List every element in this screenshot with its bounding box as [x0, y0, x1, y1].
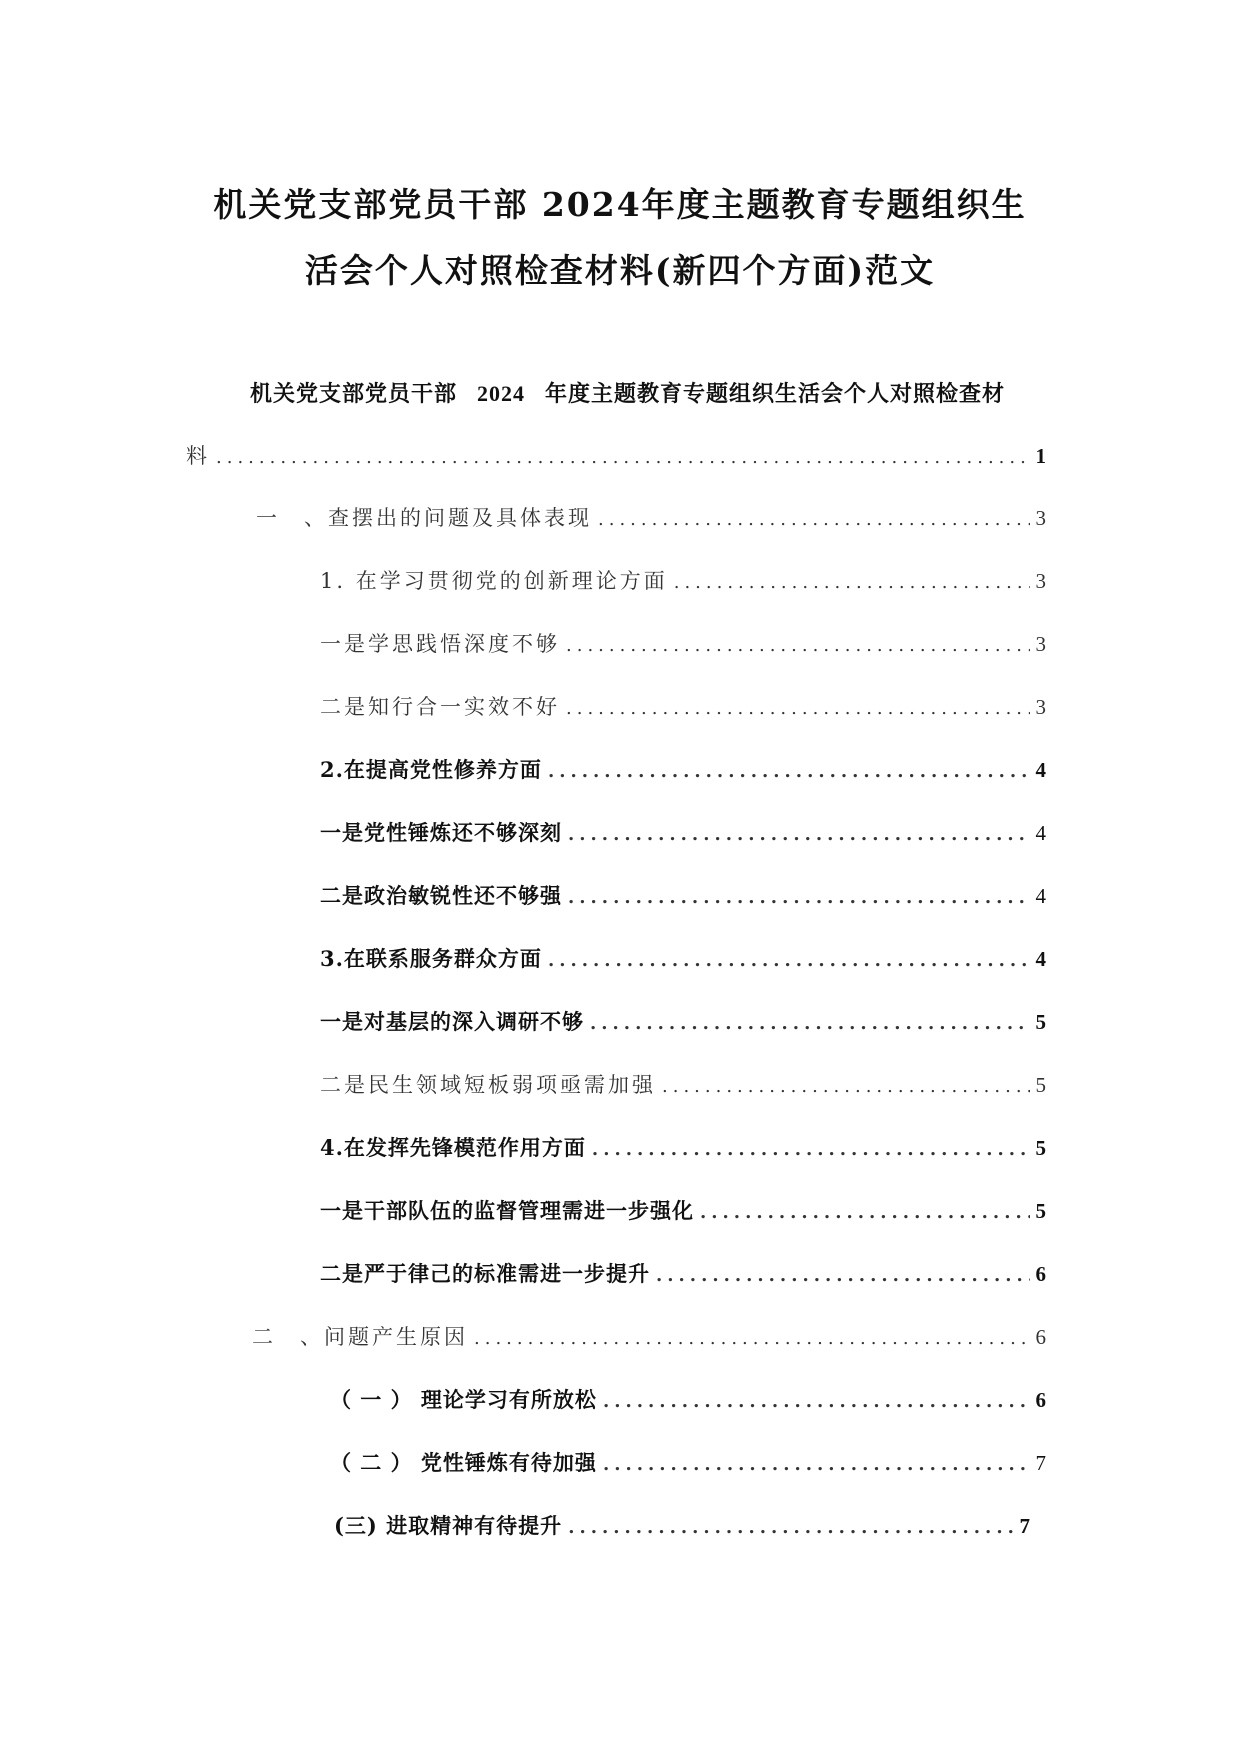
toc-leader-dots — [656, 1265, 1030, 1286]
toc-entry-6[interactable] — [320, 817, 1046, 849]
toc-leader-dots — [598, 509, 1030, 530]
title-line-2: 活会个人对照检查材料(新四个方面)范文 — [304, 251, 936, 290]
document-title — [100, 172, 1140, 304]
toc-page-number: 3 — [1035, 695, 1046, 719]
toc-page-number: 6 — [1035, 1262, 1046, 1286]
toc-page-number: 4 — [1035, 947, 1046, 971]
toc-entry-text: 一是学思践悟深度不够 — [320, 632, 560, 656]
toc-leader-dots — [568, 1517, 1013, 1538]
toc-entry-text: 二是知行合一实效不好 — [320, 695, 560, 719]
toc-page-number: 7 — [1035, 1451, 1046, 1475]
toc-leader-dots — [568, 887, 1030, 908]
toc-page-number: 3 — [1035, 506, 1046, 530]
toc-entry-text: （ 一 ） 理论学习有所放松 — [330, 1387, 597, 1412]
toc-heading-year: 2024 — [477, 381, 526, 406]
toc-page-number: 5 — [1035, 1136, 1046, 1160]
toc-entry-16[interactable] — [330, 1447, 1046, 1479]
toc-entry-5[interactable] — [320, 754, 1046, 786]
toc-entry-text: 二 、问题产生原因 — [252, 1325, 468, 1349]
toc-entry-text: 4.在发挥先锋模范作用方面 — [320, 1135, 586, 1160]
toc-leader-dots — [548, 761, 1030, 782]
toc-leader-dots — [603, 1391, 1030, 1412]
toc-leader-dots — [674, 572, 1030, 593]
toc-leader-dots — [216, 447, 1030, 468]
toc-page-number: 7 — [1019, 1514, 1030, 1538]
toc-entry-text: 3.在联系服务群众方面 — [320, 946, 542, 971]
toc-heading-cont-text: 料 — [186, 444, 210, 468]
toc-leader-dots — [662, 1076, 1030, 1097]
toc-page-number: 5 — [1035, 1199, 1046, 1223]
toc-entry-14[interactable] — [252, 1321, 1046, 1353]
toc-entry-text: 一是党性锤炼还不够深刻 — [320, 820, 562, 845]
title-line-1: 机关党支部党员干部 2024年度主题教育专题组织生 — [213, 185, 1027, 224]
toc-entry-text: 一 、查摆出的问题及具体表现 — [256, 506, 592, 530]
toc-entry-text: (三) 进取精神有待提升 — [334, 1513, 563, 1538]
toc-leader-dots — [592, 1139, 1030, 1160]
toc-heading-post: 年度主题教育专题组织生活会个人对照检查材 — [545, 381, 1006, 407]
toc-page-number: 3 — [1035, 632, 1046, 656]
toc-entry-4[interactable] — [320, 691, 1046, 723]
toc-page-number: 3 — [1035, 569, 1046, 593]
toc-entry-text: 1. 在学习贯彻党的创新理论方面 — [320, 569, 668, 593]
toc-entry-7[interactable] — [320, 880, 1046, 912]
toc-entry-1[interactable] — [256, 502, 1046, 534]
toc-entry-12[interactable] — [320, 1195, 1046, 1227]
toc-entry-text: 一是干部队伍的监督管理需进一步强化 — [320, 1198, 694, 1223]
toc-entry-8[interactable] — [320, 943, 1046, 975]
toc-leader-dots — [566, 698, 1030, 719]
toc-page-number: 6 — [1035, 1388, 1046, 1412]
toc-entry-text: 二是政治敏锐性还不够强 — [320, 883, 562, 908]
toc-page-number: 6 — [1035, 1325, 1046, 1349]
toc-entry-10[interactable] — [320, 1069, 1046, 1101]
toc-entry-15[interactable] — [330, 1384, 1046, 1416]
toc-heading[interactable] — [250, 377, 1005, 408]
toc-entry-2[interactable] — [320, 565, 1046, 597]
toc-leader-dots — [700, 1202, 1030, 1223]
toc-page-number: 5 — [1035, 1073, 1046, 1097]
toc-entry-11[interactable] — [320, 1132, 1046, 1164]
toc-heading-pre: 机关党支部党员干部 — [250, 381, 458, 407]
toc-page-number: 5 — [1035, 1010, 1046, 1034]
toc-page-number: 4 — [1035, 758, 1046, 782]
toc-entry-9[interactable] — [320, 1006, 1046, 1038]
toc-page-number: 1 — [1035, 444, 1046, 468]
toc-page-number: 4 — [1035, 821, 1046, 845]
toc-entry-text: 二是严于律己的标准需进一步提升 — [320, 1261, 650, 1286]
toc-leader-dots — [603, 1454, 1030, 1475]
toc-entry-text: （ 二 ） 党性锤炼有待加强 — [330, 1450, 597, 1475]
toc-entry-13[interactable] — [320, 1258, 1046, 1290]
toc-entry-text: 二是民生领域短板弱项亟需加强 — [320, 1073, 656, 1097]
toc-leader-dots — [548, 950, 1030, 971]
toc-leader-dots — [568, 824, 1030, 845]
toc-entry-text: 2.在提高党性修养方面 — [320, 757, 542, 782]
toc-leader-dots — [590, 1013, 1030, 1034]
toc-entry-text: 一是对基层的深入调研不够 — [320, 1009, 584, 1034]
toc-leader-dots — [566, 635, 1030, 656]
toc-entry-17[interactable] — [334, 1510, 1030, 1542]
toc-entry-3[interactable] — [320, 628, 1046, 660]
toc-leader-dots — [474, 1328, 1030, 1349]
toc-heading-continuation[interactable] — [186, 440, 1046, 472]
toc-page-number: 4 — [1035, 884, 1046, 908]
